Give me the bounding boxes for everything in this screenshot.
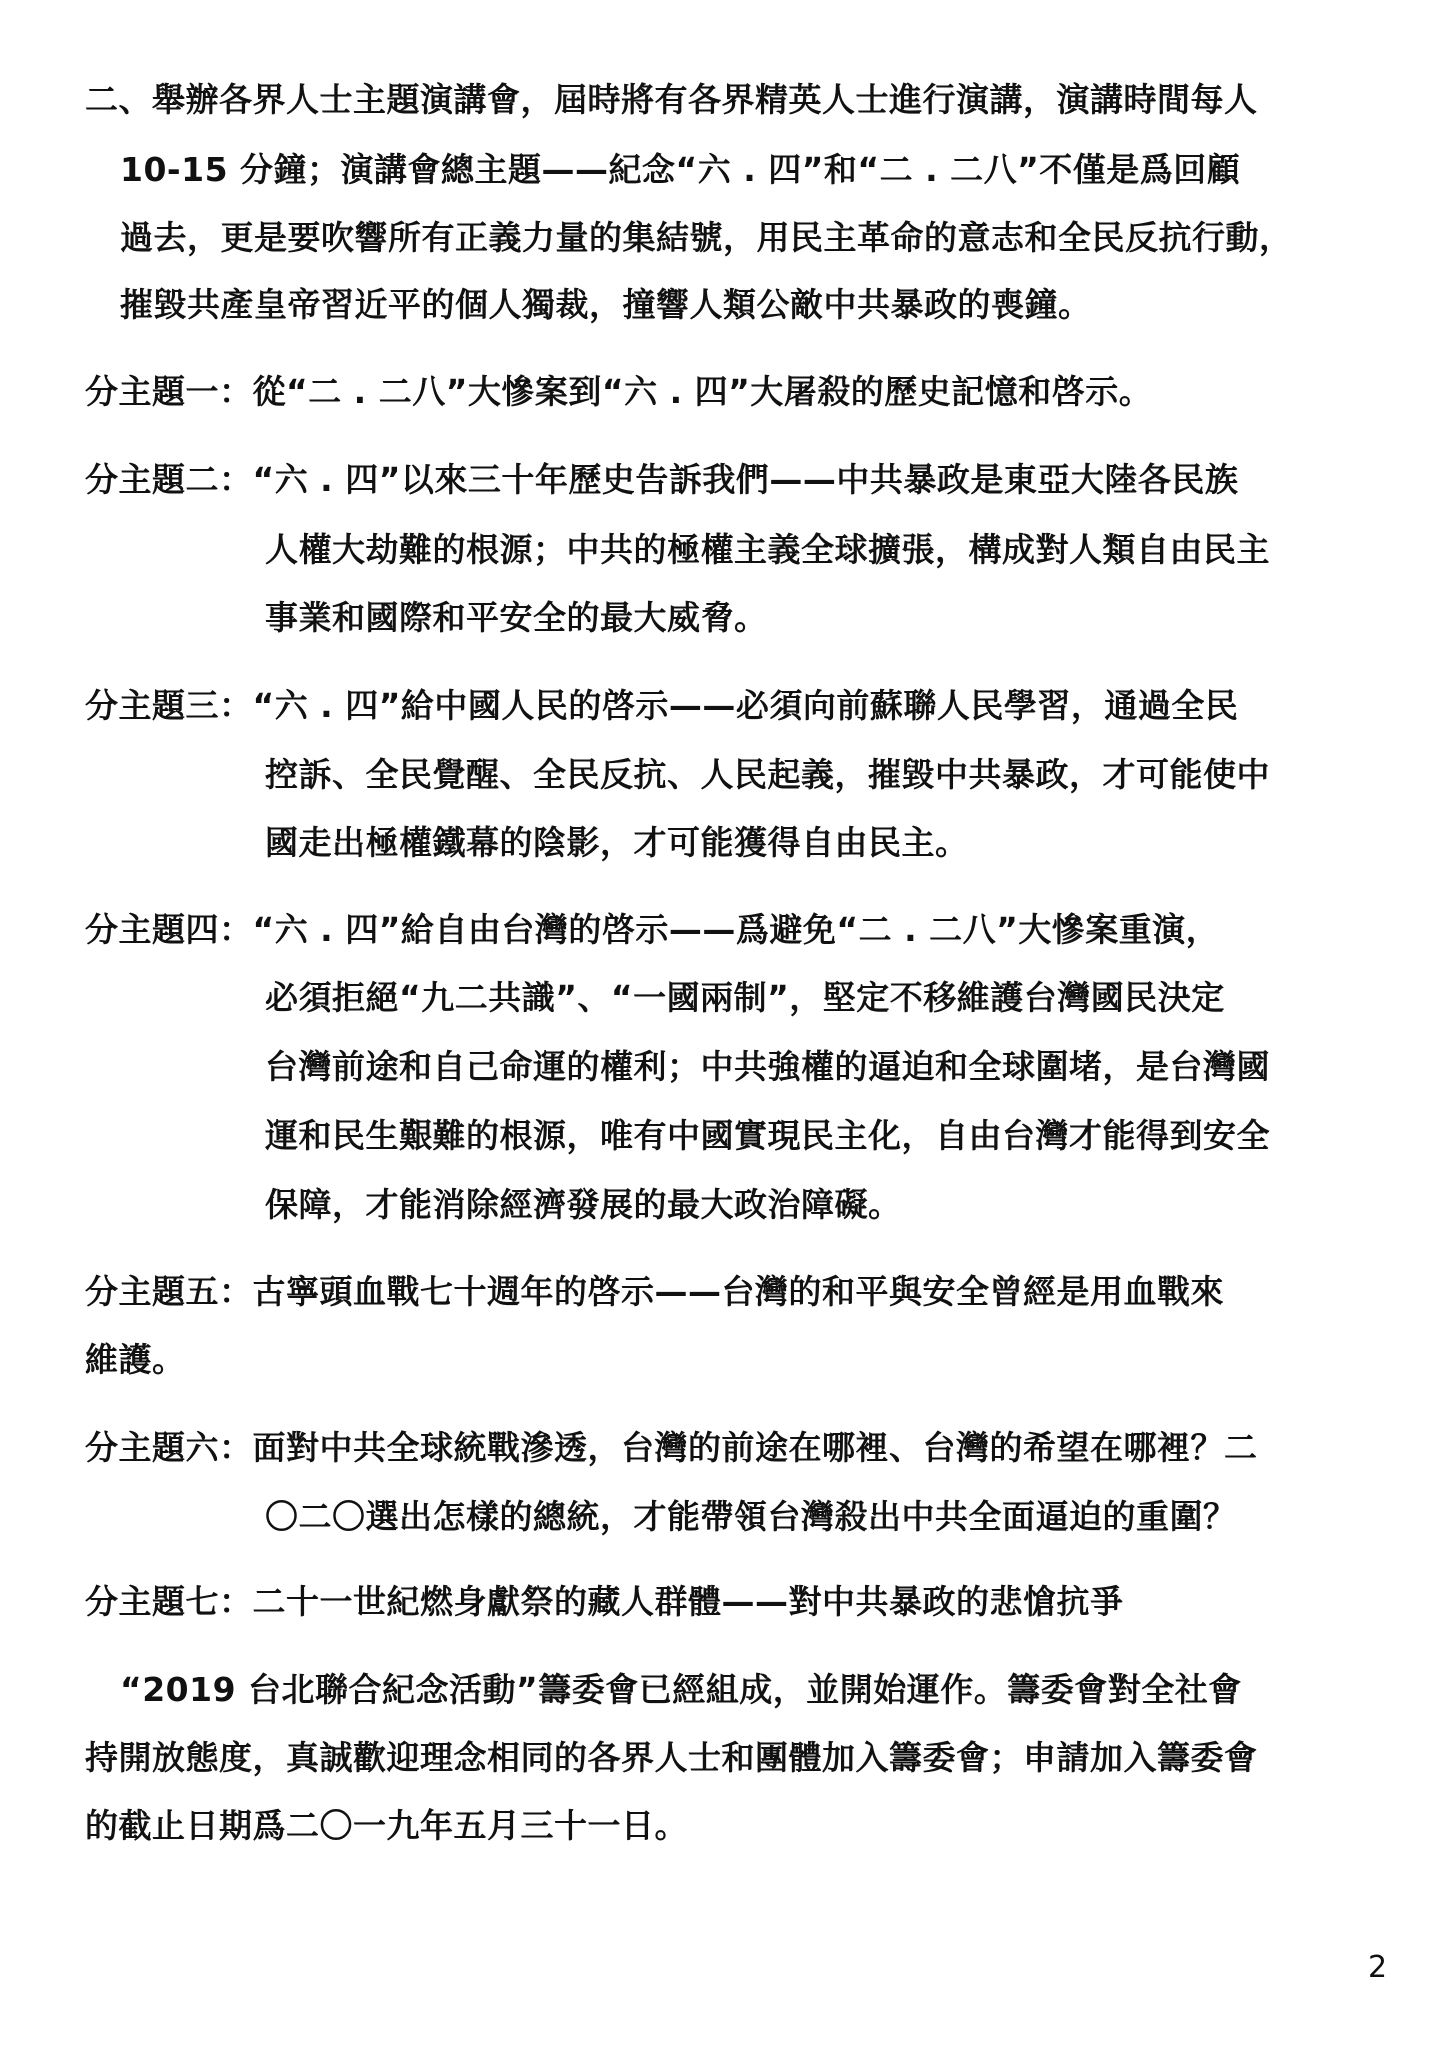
text-line: 保障，才能消除經濟發展的最大政治障礙。	[265, 1185, 902, 1224]
text-line: 運和民生艱難的根源，唯有中國實現民主化，自由台灣才能得到安全	[265, 1116, 1270, 1155]
page-number: 2	[1368, 1950, 1388, 1985]
text-line: 事業和國際和平安全的最大威脅。	[265, 598, 768, 637]
text-line: 維護。	[85, 1340, 186, 1379]
text-line: 台灣前途和自己命運的權利；中共強權的逼迫和全球圍堵，是台灣國	[265, 1047, 1270, 1086]
text-line: 二、舉辦各界人士主題演講會，屆時將有各界精英人士進行演講，演講時間每人	[85, 80, 1258, 119]
text-line: 控訴、全民覺醒、全民反抗、人民起義，摧毀中共暴政，才可能使中	[265, 755, 1270, 794]
text-line: 人權大劫難的根源；中共的極權主義全球擴張，構成對人類自由民主	[265, 530, 1270, 569]
text-line: 分主題一：從“二 . 二八”大慘案到“六 . 四”大屠殺的歷史記憶和啓示。	[85, 372, 1153, 411]
text-line: 分主題七：二十一世紀燃身獻祭的藏人群體——對中共暴政的悲愴抗爭	[85, 1582, 1124, 1621]
text-line: 〇二〇選出怎樣的總統，才能帶領台灣殺出中共全面逼迫的重圍？	[265, 1497, 1237, 1536]
text-line: 分主題三：“六 . 四”給中國人民的啓示——必須向前蘇聯人民學習，通過全民	[85, 686, 1239, 725]
text-line: 國走出極權鐵幕的陰影，才可能獲得自由民主。	[265, 823, 969, 862]
text-line: 持開放態度，真誠歡迎理念相同的各界人士和團體加入籌委會；申請加入籌委會	[85, 1738, 1258, 1777]
text-line: 摧毀共產皇帝習近平的個人獨裁，撞響人類公敵中共暴政的喪鐘。	[120, 285, 1092, 324]
text-line: 的截止日期爲二〇一九年五月三十一日。	[85, 1806, 688, 1845]
text-line: 分主題二：“六 . 四”以來三十年歷史告訴我們——中共暴政是東亞大陸各民族	[85, 460, 1239, 499]
text-line: 分主題五：古寧頭血戰七十週年的啓示——台灣的和平與安全曾經是用血戰來	[85, 1272, 1224, 1311]
text-line: 必須拒絕“九二共識”、“一國兩制”，堅定不移維護台灣國民決定	[265, 978, 1225, 1017]
text-line: 10-15 分鐘；演講會總主題——紀念“六 . 四”和“二 . 二八”不僅是爲回顧	[120, 150, 1241, 189]
text-line: “2019 台北聯合紀念活動”籌委會已經組成，並開始運作。籌委會對全社會	[120, 1670, 1242, 1709]
text-line: 分主題六：面對中共全球統戰滲透，台灣的前途在哪裡、台灣的希望在哪裡？二	[85, 1428, 1258, 1467]
text-line: 過去，更是要吹響所有正義力量的集結號，用民主革命的意志和全民反抗行動，	[120, 218, 1293, 257]
text-line: 分主題四：“六 . 四”給自由台灣的啓示——爲避免“二 . 二八”大慘案重演，	[85, 910, 1220, 949]
